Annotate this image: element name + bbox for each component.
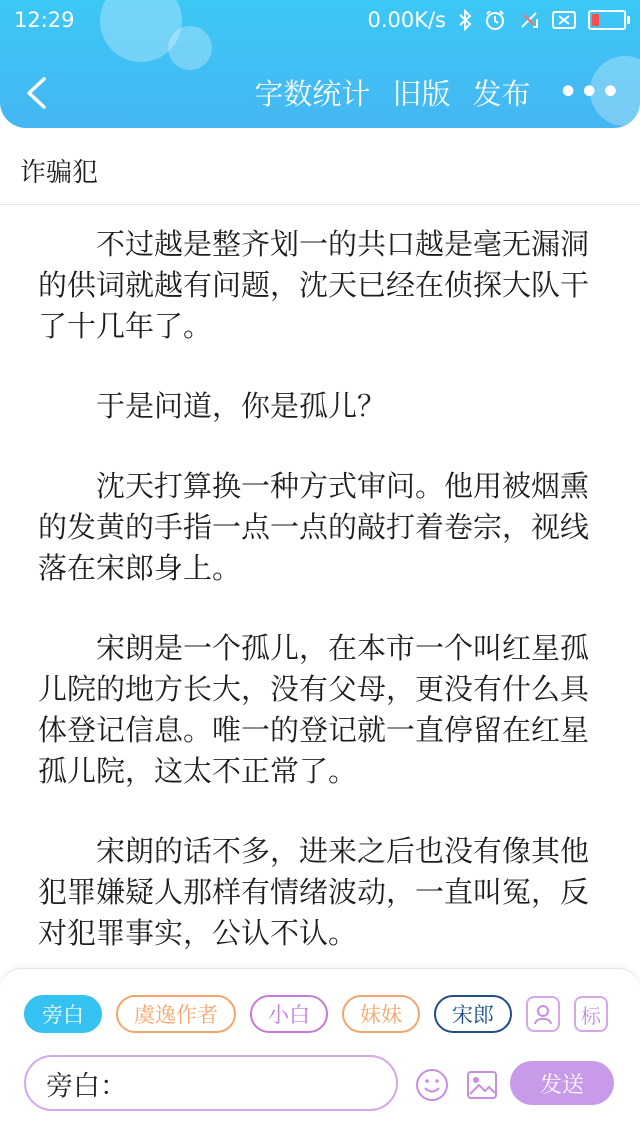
alarm-icon bbox=[484, 9, 506, 31]
paragraph[interactable]: 宋朗是一个孤儿，在本市一个叫红星孤儿院的地方长大，没有父母，更没有什么具体登记信息。唯一的登记就一直停留在红星孤儿院，这太不正常了。 bbox=[38, 631, 590, 788]
battery-level bbox=[592, 14, 599, 26]
role-chip-songlang[interactable]: 宋郎 bbox=[434, 995, 512, 1033]
chevron-left-icon bbox=[24, 76, 48, 110]
chapter-content[interactable] bbox=[38, 224, 604, 993]
role-chip-narrator[interactable]: 旁白 bbox=[24, 995, 102, 1033]
more-button[interactable]: ••• bbox=[558, 75, 622, 110]
network-speed: 0.00K/s bbox=[367, 8, 446, 32]
paragraph[interactable]: 宋朗的话不多，进来之后也没有像其他犯罪嫌疑人那样有情绪波动，一直叫冤，反对犯罪事实，公认不认。 bbox=[38, 834, 590, 950]
nav-bar bbox=[0, 58, 640, 128]
nav-actions bbox=[254, 72, 622, 113]
status-icons bbox=[367, 8, 626, 32]
status-bar bbox=[0, 0, 640, 44]
battery-icon bbox=[588, 10, 626, 30]
bluetooth-icon bbox=[458, 9, 472, 31]
image-button[interactable] bbox=[464, 1067, 500, 1103]
sim-off-icon bbox=[552, 10, 576, 30]
send-button[interactable]: 发送 bbox=[510, 1061, 614, 1105]
back-button[interactable] bbox=[14, 68, 58, 118]
publish-button[interactable]: 发布 bbox=[472, 77, 531, 111]
status-time: 12:29 bbox=[14, 8, 75, 32]
paragraph[interactable]: 沈天打算换一种方式审问。他用被烟熏的发黄的手指一点一点的敲打着卷宗，视线落在宋郎身上。 bbox=[38, 469, 590, 585]
role-chip-author[interactable]: 虞逸作者 bbox=[116, 995, 236, 1033]
smiley-icon bbox=[415, 1068, 449, 1102]
composer-input-row bbox=[24, 1055, 616, 1111]
person-card-icon bbox=[532, 1002, 554, 1026]
emoji-button[interactable] bbox=[414, 1067, 450, 1103]
paragraph[interactable]: 不过越是整齐划一的共口越是毫无漏洞的供词就越有问题，沈天已经在侦探大队干了十几年了。 bbox=[38, 227, 590, 343]
word-count-button[interactable]: 字数统计 bbox=[254, 77, 371, 111]
app-header bbox=[0, 0, 640, 128]
paragraph[interactable]: 于是问道，你是孤儿？ bbox=[96, 389, 387, 423]
role-chip-xiaobai[interactable]: 小白 bbox=[250, 995, 328, 1033]
signal-muted-icon bbox=[518, 9, 540, 31]
old-version-button[interactable]: 旧版 bbox=[392, 77, 451, 111]
chapter-title-row[interactable] bbox=[0, 148, 640, 205]
add-role-button[interactable] bbox=[526, 996, 560, 1032]
role-selector bbox=[24, 995, 608, 1033]
role-chip-sister[interactable]: 妹妹 bbox=[342, 995, 420, 1033]
composer-panel bbox=[0, 968, 640, 1139]
image-icon bbox=[466, 1069, 498, 1101]
chapter-title[interactable]: 诈骗犯 bbox=[20, 158, 99, 188]
message-input[interactable]: 旁白： bbox=[24, 1055, 398, 1111]
tag-button[interactable]: 标 bbox=[574, 996, 608, 1032]
